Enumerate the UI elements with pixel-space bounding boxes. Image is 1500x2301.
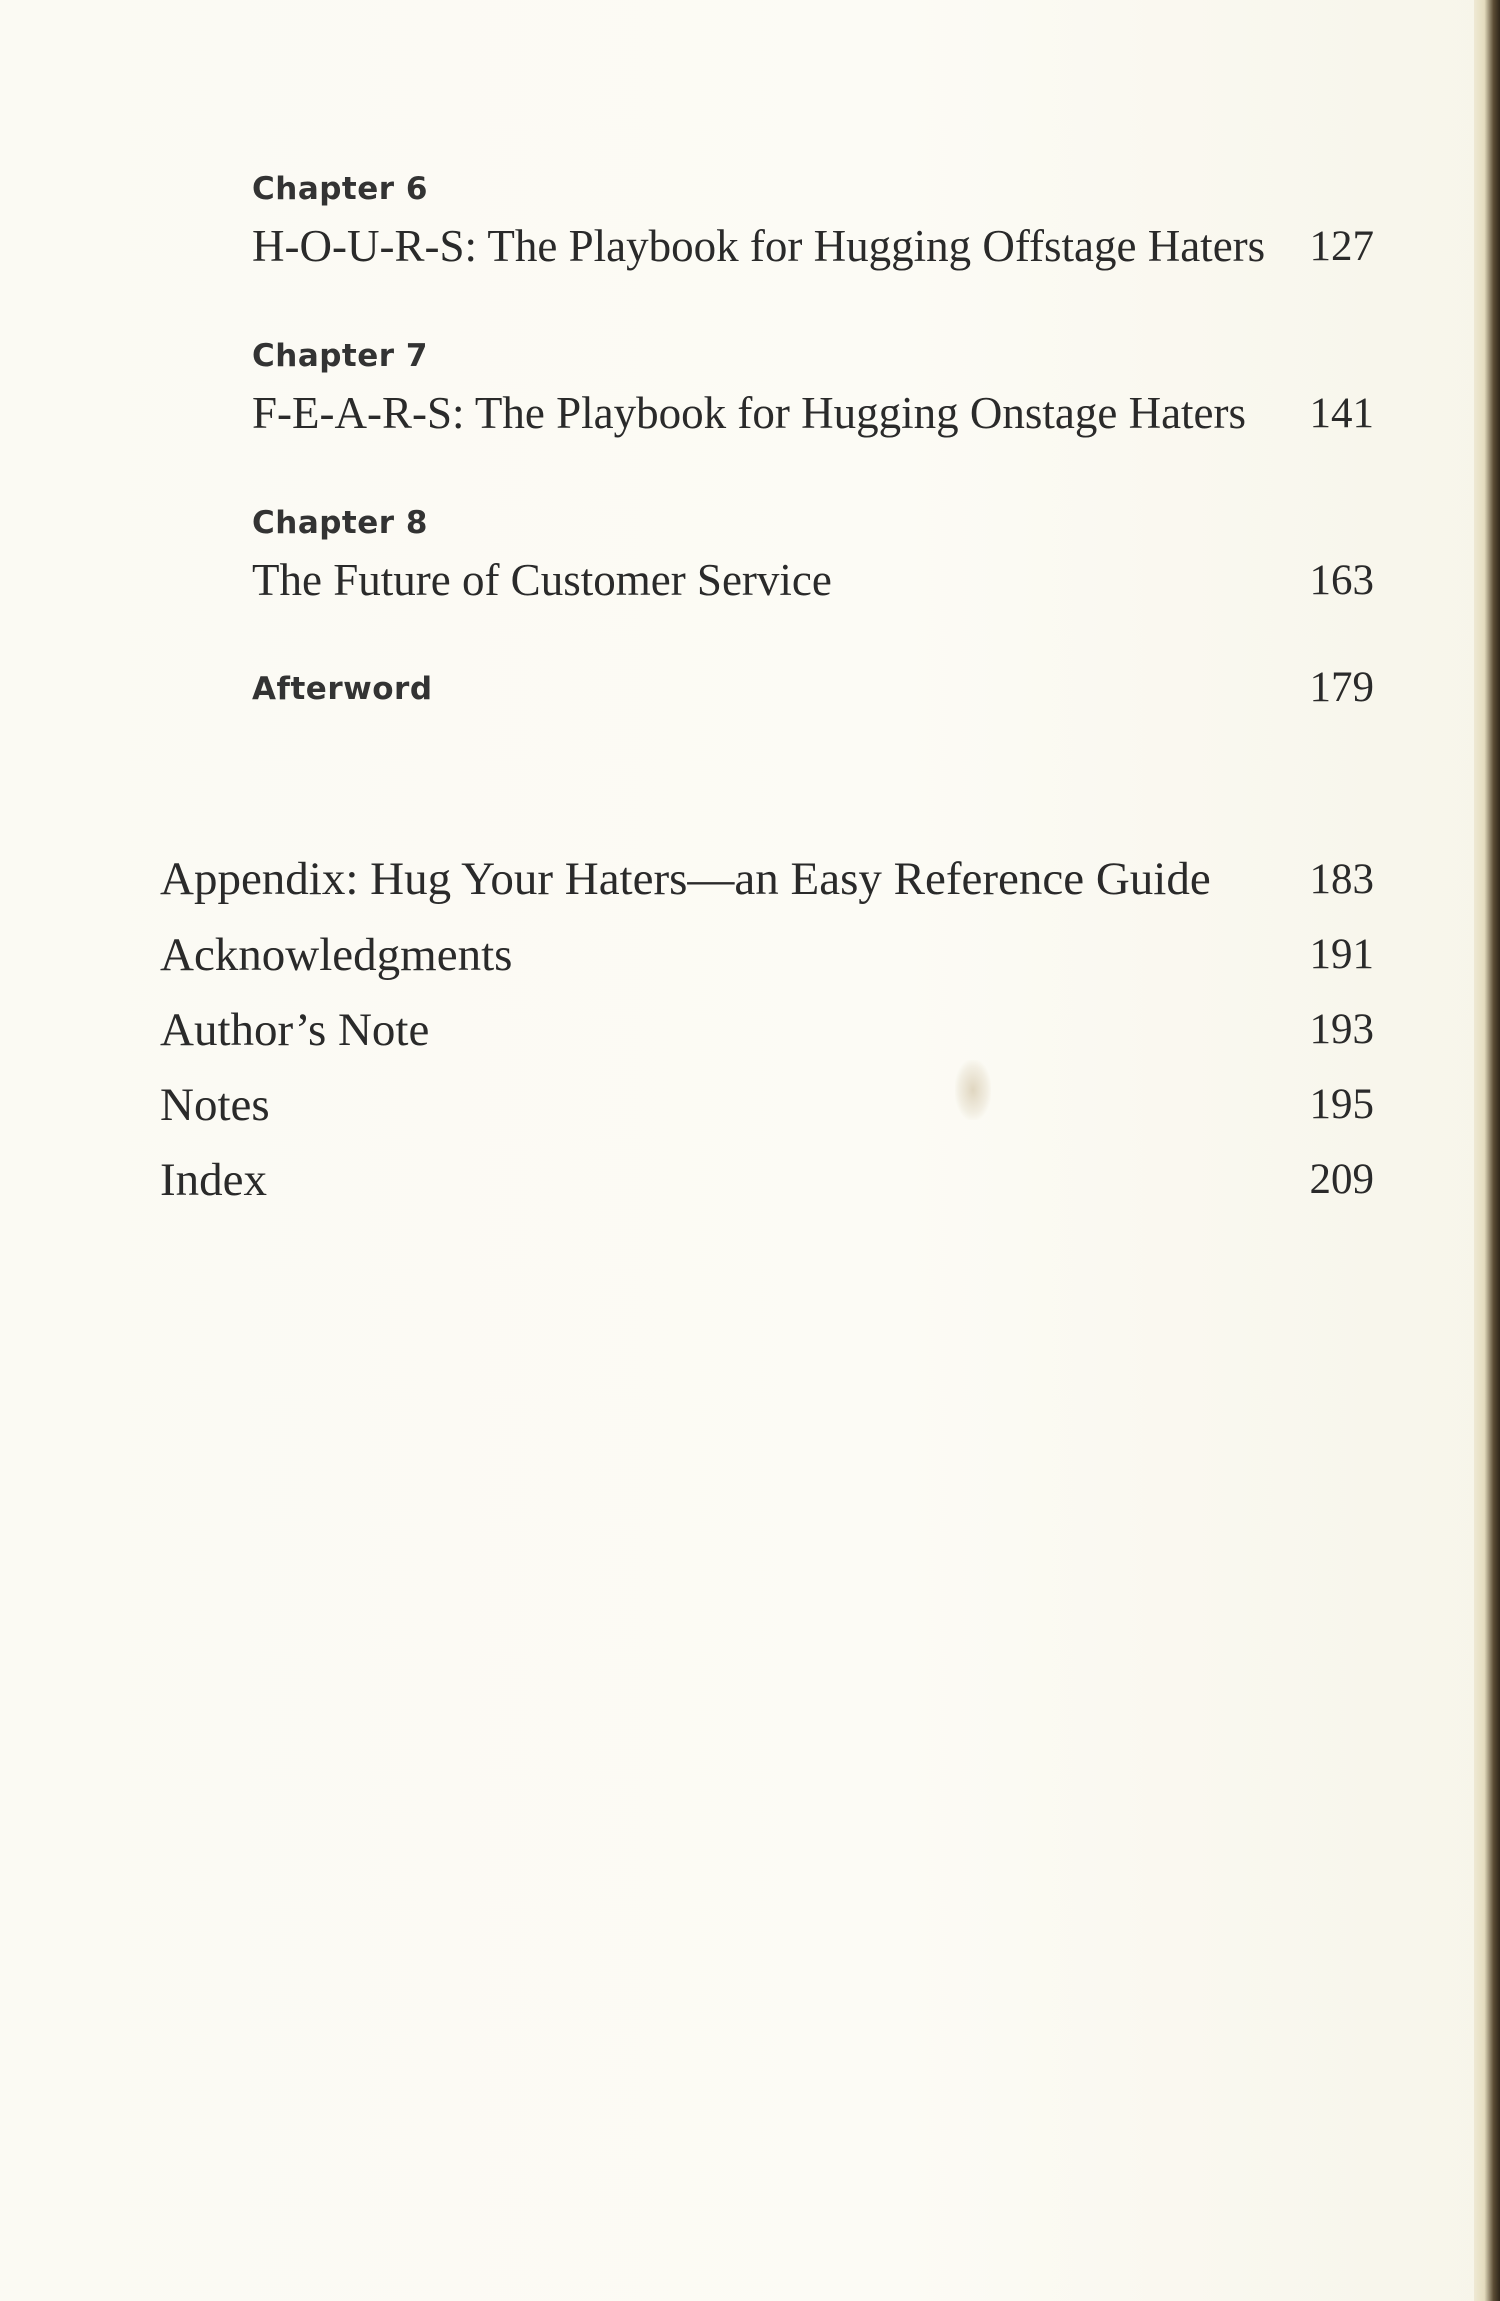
acknowledgments-page-number: 191 (1309, 931, 1374, 978)
appendix-page-number: 183 (1309, 856, 1374, 903)
acknowledgments-title: Acknowledgments (160, 929, 513, 981)
index-page-number: 209 (1309, 1156, 1374, 1203)
paper-stain (955, 1060, 991, 1120)
index-title: Index (160, 1154, 268, 1206)
notes-title: Notes (160, 1079, 270, 1131)
chapter-8-title: The Future of Customer Service (252, 555, 832, 605)
chapter-8-label: Chapter 8 (252, 505, 428, 541)
chapter-6-page-number: 127 (1309, 223, 1374, 270)
appendix-title: Appendix: Hug Your Haters—an Easy Reference Guide (160, 853, 1211, 905)
authors-note-page-number: 193 (1309, 1006, 1374, 1053)
authors-note-title: Author’s Note (160, 1004, 430, 1056)
chapter-7-label: Chapter 7 (252, 338, 428, 374)
notes-page-number: 195 (1309, 1081, 1374, 1128)
page-edge-shadow (1474, 0, 1500, 2301)
chapter-7-title: F-E-A-R-S: The Playbook for Hugging Onstage Haters (252, 388, 1247, 438)
chapter-7-page-number: 141 (1309, 390, 1374, 437)
afterword-label: Afterword (252, 671, 433, 707)
chapter-6-label: Chapter 6 (252, 171, 428, 207)
afterword-page-number: 179 (1309, 664, 1374, 711)
chapter-8-page-number: 163 (1309, 557, 1374, 604)
chapter-6-title: H-O-U-R-S: The Playbook for Hugging Offstage Haters (252, 221, 1266, 271)
